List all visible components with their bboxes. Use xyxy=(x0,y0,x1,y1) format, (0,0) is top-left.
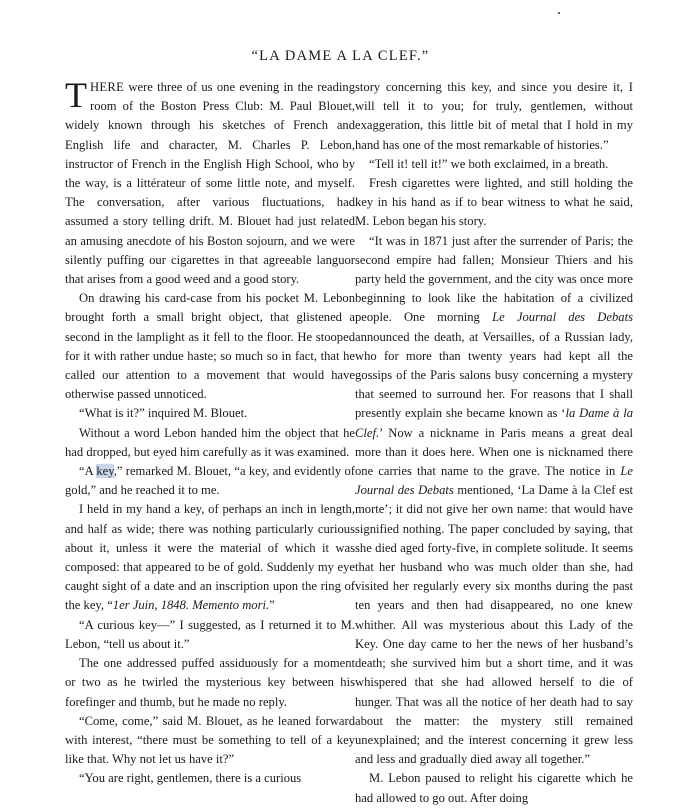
paragraph-text: “It was in 1871 just after the surrender of Paris; the second empire had fallen; Monsieur Thiers and his party held the government, and the city was once more beginning to look like the habitation of a civilized people. One morning xyxy=(355,233,633,325)
speck-mark xyxy=(558,12,560,14)
paragraph: “You are right, gentlemen, there is a curious xyxy=(79,771,302,786)
inscription-text: 1er Juin, 1848. Memento mori. xyxy=(112,598,270,613)
paragraph: “What is it?” inquired M. Blouet. xyxy=(79,406,248,421)
left-column xyxy=(65,75,355,789)
paragraph-text: ’ Now a nickname in Paris means a great deal more than it does here. When one is nicknamed there one carries that name to the grave. The notice in xyxy=(355,425,633,479)
paragraph: On drawing his card-case from his pocket M. Lebon brought forth a small bright object, that glistened a second in the lamplight as it fell to the floor. He stooped for it with rather undue haste; so much so in fact, that he called our attention to a movement that would have otherwise passed unnoticed. xyxy=(65,291,355,402)
paragraph: The one addressed puffed assiduously for a moment or two as he twirled the mysterious key between his forefinger and thumb, but he made no reply. xyxy=(65,656,355,709)
paragraph: Fresh cigarettes were lighted, and still holding the key in his hand as if to bear witness to what he said, M. Lebon began his story. xyxy=(355,176,633,229)
paragraph-text: mentioned, ‘La Dame à la Clef est morte’; it did not give her own name: that would have signified nothing. The paper concluded by saying, that she died aged forty-five, in complete solitude. It seems that her husband who was much older than she, had visited her regularly every six months during the past ten years and then had disappeared, no one knew whither. All was mysterious about this Lady of the Key. One day came to her the news of her husband’s death; she survived him but a short time, and it was whispered that she had allowed herself to die of hunger. That was all the notice of her death had to say about the matter: the mystery still remained unexplained; and the interest concerning it grew less and less and gradually died away all together.” xyxy=(355,483,633,767)
paragraph: Without a word Lebon handed him the object that he had dropped, but eyed him carefully as it was examined. xyxy=(65,425,355,459)
paragraph: “A curious key—” I suggested, as I returned it to M. Lebon, “tell us about it.” xyxy=(65,617,355,651)
page-title: “LA DAME A LA CLEF.” xyxy=(251,48,430,64)
paragraph xyxy=(65,500,355,615)
paragraph-text: were three of us one evening in the reading room of the Boston Press Club: M. Paul Blouet, widely known through his sketches of French and English life and character, M. Charles P. Lebon, instructor of French in the English High School, who by the way, is a littérateur of some little note, and myself. The conversation, after various fluctuations, had assumed a story telling drift. M. Blouet had just related an amusing anecdote of his Boston sojourn, and we were silently puffing our cigarettes in that agreeable languor that arises from a good weed and a good story. xyxy=(65,80,355,287)
paragraph: “Come, come,” said M. Blouet, as he leaned forward with interest, “there must be something to tell of a key like that. Why not let us have it?” xyxy=(65,713,355,767)
paragraph xyxy=(355,232,633,770)
drop-cap: T xyxy=(65,75,87,115)
paragraph xyxy=(65,75,355,289)
paragraph: M. Lebon paused to relight his cigarette which he had allowed to go out. After doing xyxy=(355,771,633,805)
paragraph: “Tell it! tell it!” we both exclaimed, in a breath. xyxy=(369,156,609,171)
paragraph-text: I held in my hand a key, of perhaps an inch in length, and half as wide; there was nothing particularly curious about it, unless it were the material of which it was composed: that appeared to be of gold. Suddenly my eye caught sight of a date and an inscription upon the ring of the key, “ xyxy=(65,502,355,613)
right-column xyxy=(355,78,633,808)
selected-word[interactable]: key xyxy=(96,464,114,479)
paragraph-text: ” xyxy=(269,598,275,613)
paragraph-text: ,” remarked M. Blouet, “a key, and evidently of gold,” and he reached it to me. xyxy=(65,464,355,498)
journal-title: Le Journal des Debats xyxy=(355,464,633,498)
opening-word: HERE xyxy=(90,80,125,94)
paragraph-text: announced the death, at Versailles, of a Russian lady, who for more than twenty years had kept all the gossips of the Paris salons busy concerning a mystery that seemed to surround her. For reasons that I shall presently explain she became known as ‘ xyxy=(355,329,633,421)
paragraph: story concerning this key, and since you desire it, I will tell it to you; for truly, gentlemen, without exaggeration, this little bit of metal that I hold in my hand has one of the most remarkable of histories.” xyxy=(355,80,633,152)
paragraph-text: “A xyxy=(79,464,97,479)
nickname-text: la Dame à la Clef. xyxy=(355,406,633,440)
paragraph xyxy=(65,462,355,500)
journal-title: Le Journal des Debats xyxy=(492,310,633,325)
